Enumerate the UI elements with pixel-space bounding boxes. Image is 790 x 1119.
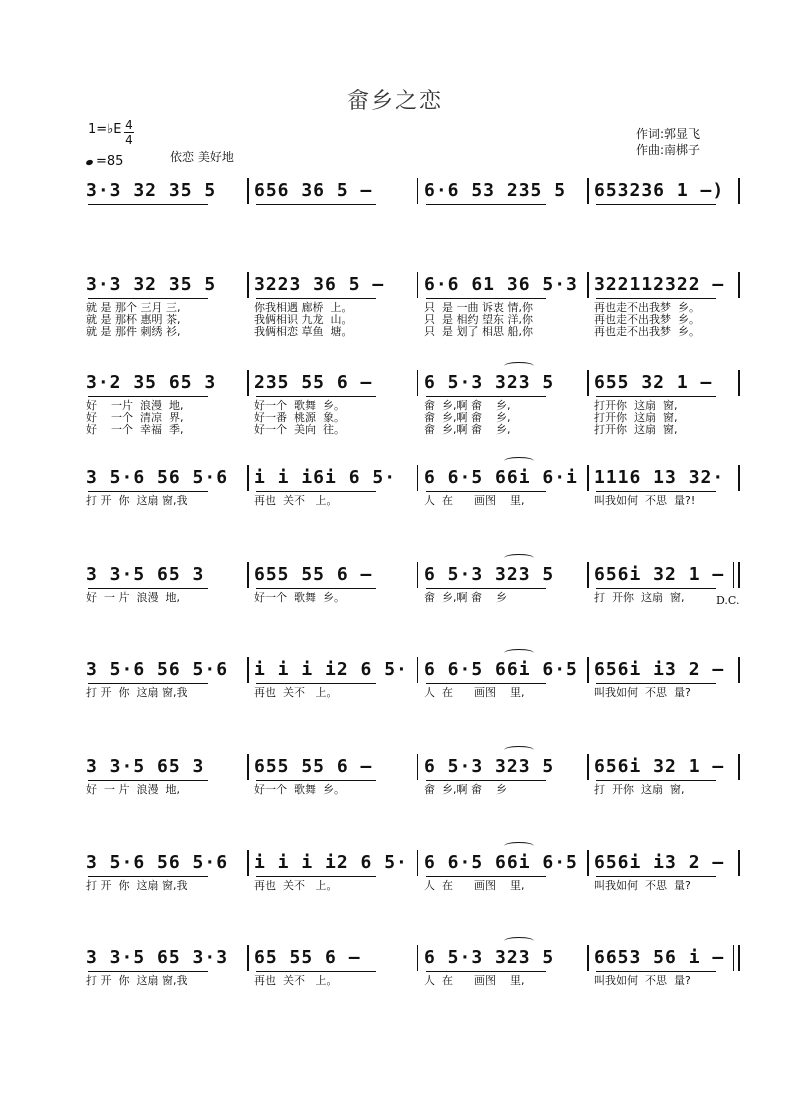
bar-line: [247, 370, 249, 396]
slur-arc: [504, 937, 534, 945]
measure-notes: i i i i2 6 5·: [254, 852, 408, 873]
lyric-text: 人 在 画图 里,: [424, 879, 525, 892]
bar-line: [587, 850, 589, 876]
lyric-text: 你我相遇 廊桥 上。: [254, 301, 353, 314]
bar-line: [247, 657, 249, 683]
measure-notes: 6 6·5 66i 6·i: [424, 467, 578, 488]
measure-notes: 3 3·5 65 3: [86, 756, 205, 777]
bar-line: [247, 754, 249, 780]
measure-notes: 3·3 32 35 5: [86, 274, 217, 295]
score-system: [84, 465, 744, 545]
lyric-text: 好一番 桃源 象。: [254, 411, 345, 424]
quarter-note-icon: [85, 159, 93, 166]
measure-notes: 3·2 35 65 3: [86, 372, 217, 393]
beam-line: [426, 780, 546, 781]
beam-line: [256, 971, 376, 972]
measure-notes: i i i6i 6 5·: [254, 467, 397, 488]
score-system: [84, 850, 744, 930]
lyric-text: 好 一个 幸福 季,: [86, 423, 184, 436]
beam-line: [256, 683, 376, 684]
lyric-text: 打 开 你 这扇 窗,我: [86, 686, 188, 699]
lyric-text: 畲 乡,啊 畲 乡,: [424, 423, 511, 436]
measure-notes: 1116 13 32·: [594, 467, 725, 488]
lyric-text: 好 一 片 浪漫 地,: [86, 783, 180, 796]
measure-notes: 3 3·5 65 3: [86, 564, 205, 585]
bar-line: [738, 850, 740, 876]
lyric-text: 打 开 你 这扇 窗,我: [86, 879, 188, 892]
lyric-text: 再也走不出我梦 乡。: [594, 301, 700, 314]
measure-notes: 6 5·3 323 5: [424, 372, 555, 393]
beam-line: [426, 588, 546, 589]
bar-line: [417, 370, 418, 396]
measure-notes: 3223 36 5 –: [254, 274, 385, 295]
time-signature: [124, 118, 134, 147]
lyric-text: 好 一个 清凉 界,: [86, 411, 184, 424]
lyric-text: 只 是 相约 望东 洋,你: [424, 313, 533, 326]
measure-notes: 235 55 6 –: [254, 372, 373, 393]
beam-line: [88, 588, 208, 589]
beam-line: [256, 396, 376, 397]
lyric-text: 再也走不出我梦 乡。: [594, 325, 700, 338]
bar-line: [417, 945, 418, 971]
lyric-text: 就 是 那件 刺绣 衫,: [86, 325, 181, 338]
bar-line: [417, 850, 418, 876]
score-system: [84, 945, 744, 1025]
slur-arc: [504, 649, 534, 657]
bar-line: [738, 657, 740, 683]
lyric-text: 叫我如何 不思 量?: [594, 879, 691, 892]
score-system: [84, 272, 744, 352]
slur-arc: [504, 554, 534, 562]
bar-line: [247, 945, 249, 971]
bar-line: [738, 370, 740, 396]
beam-line: [88, 683, 208, 684]
score-system: [84, 754, 744, 834]
beam-line: [596, 971, 716, 972]
bar-line: [587, 178, 589, 204]
lyric-text: 我俩相恋 草鱼 塘。: [254, 325, 353, 338]
bar-line: [417, 272, 418, 298]
bar-line: [738, 272, 740, 298]
bar-line: [247, 850, 249, 876]
lyric-text: 好 一 片 浪漫 地,: [86, 591, 180, 604]
bar-line: [587, 465, 589, 491]
measure-notes: 656i i3 2 –: [594, 659, 725, 680]
measure-notes: 3 5·6 56 5·6: [86, 659, 229, 680]
beam-line: [426, 298, 546, 299]
measure-notes: 3 3·5 65 3·3: [86, 947, 229, 968]
measure-notes: 6 5·3 323 5: [424, 947, 555, 968]
beam-line: [596, 298, 716, 299]
lyric-text: 打开你 这扇 窗,: [594, 399, 678, 412]
beam-line: [596, 876, 716, 877]
tempo-text: =85: [96, 154, 124, 169]
lyric-text: 畲 乡,啊 畲 乡,: [424, 411, 511, 424]
lyric-text: 再也 关不 上。: [254, 686, 338, 699]
measure-notes: 3·3 32 35 5: [86, 180, 217, 201]
beam-line: [88, 491, 208, 492]
bar-line: [247, 272, 249, 298]
credits: [636, 126, 700, 158]
beam-line: [88, 876, 208, 877]
measure-notes: 656i 32 1 –: [594, 756, 725, 777]
beam-line: [596, 204, 716, 205]
bar-line: [417, 562, 418, 588]
beam-line: [426, 683, 546, 684]
beam-line: [256, 298, 376, 299]
lyric-text: 就 是 那杯 惠明 茶,: [86, 313, 181, 326]
bar-line: [738, 178, 740, 204]
beam-line: [426, 204, 546, 205]
beam-line: [426, 876, 546, 877]
measure-notes: 3 5·6 56 5·6: [86, 852, 229, 873]
lyric-text: 再也 关不 上。: [254, 879, 338, 892]
slur-arc: [504, 842, 534, 850]
beam-line: [596, 588, 716, 589]
lyric-text: 再也 关不 上。: [254, 494, 338, 507]
lyric-text: 好 一片 浪漫 地,: [86, 399, 184, 412]
tempo-marking: [86, 154, 123, 169]
bar-line: [247, 178, 249, 204]
lyric-text: 打开你 这扇 窗,: [594, 411, 678, 424]
bar-line: [738, 754, 740, 780]
beam-line: [596, 491, 716, 492]
key-signature: [88, 122, 122, 137]
lyric-text: 畲 乡,啊 畲 乡: [424, 783, 507, 796]
beam-line: [256, 876, 376, 877]
slur-arc: [504, 362, 534, 370]
lyric-text: 再也 关不 上。: [254, 974, 338, 987]
slur-arc: [504, 457, 534, 465]
bar-line: [587, 562, 589, 588]
beam-line: [426, 396, 546, 397]
bar-line: [738, 465, 740, 491]
time-top: 4: [125, 118, 133, 132]
final-bar-line: [733, 562, 734, 588]
lyric-text: 就 是 那个 三月 三,: [86, 301, 181, 314]
expression-hint: 依恋 美好地: [170, 150, 234, 164]
measure-notes: 653236 1 –): [594, 180, 725, 201]
measure-notes: 322112322 –: [594, 274, 725, 295]
da-capo-mark: D.C.: [716, 594, 740, 607]
slur-arc: [504, 746, 534, 754]
measure-notes: 65 55 6 –: [254, 947, 361, 968]
lyric-text: 打 开你 这扇 窗,: [594, 591, 685, 604]
beam-line: [596, 396, 716, 397]
lyric-text: 打 开你 这扇 窗,: [594, 783, 685, 796]
composer: 作曲:南梆子: [636, 143, 701, 157]
beam-line: [426, 971, 546, 972]
score-system: [84, 370, 744, 450]
measure-notes: 655 32 1 –: [594, 372, 713, 393]
measure-notes: 655 55 6 –: [254, 564, 373, 585]
beam-line: [596, 780, 716, 781]
bar-line: [247, 562, 249, 588]
beam-line: [88, 396, 208, 397]
measure-notes: 6 5·3 323 5: [424, 564, 555, 585]
lyric-text: 人 在 画图 里,: [424, 686, 525, 699]
beam-line: [256, 491, 376, 492]
bar-line: [247, 465, 249, 491]
score-system: [84, 562, 744, 642]
lyric-text: 好一个 歌舞 乡。: [254, 399, 345, 412]
beam-line: [88, 780, 208, 781]
bar-line: [738, 945, 740, 971]
beam-line: [256, 780, 376, 781]
lyricist: 作词:郭显飞: [636, 127, 701, 141]
lyric-text: 我俩相识 九龙 山。: [254, 313, 353, 326]
lyric-text: 打 开 你 这扇 窗,我: [86, 494, 188, 507]
beam-line: [88, 204, 208, 205]
lyric-text: 叫我如何 不思 量?: [594, 686, 691, 699]
bar-line: [417, 465, 418, 491]
lyric-text: 好一个 歌舞 乡。: [254, 591, 345, 604]
bar-line: [587, 370, 589, 396]
beam-line: [596, 683, 716, 684]
measure-notes: i i i i2 6 5·: [254, 659, 408, 680]
lyric-text: 叫我如何 不思 量?!: [594, 494, 696, 507]
measure-notes: 3 5·6 56 5·6: [86, 467, 229, 488]
measure-notes: 655 55 6 –: [254, 756, 373, 777]
measure-notes: 656i i3 2 –: [594, 852, 725, 873]
beam-line: [256, 204, 376, 205]
measure-notes: 6 6·5 66i 6·5: [424, 659, 578, 680]
lyric-text: 人 在 画图 里,: [424, 494, 525, 507]
lyric-text: 人 在 画图 里,: [424, 974, 525, 987]
lyric-text: 好一个 歌舞 乡。: [254, 783, 345, 796]
measure-notes: 656 36 5 –: [254, 180, 373, 201]
bar-line: [417, 178, 418, 204]
score-system: [84, 178, 744, 258]
lyric-text: 再也走不出我梦 乡。: [594, 313, 700, 326]
beam-line: [426, 491, 546, 492]
lyric-text: 好一个 美向 往。: [254, 423, 345, 436]
bar-line: [417, 657, 418, 683]
time-bottom: 4: [125, 133, 133, 147]
lyric-text: 只 是 一曲 诉衷 情,你: [424, 301, 533, 314]
song-title: 畲乡之恋: [346, 89, 443, 114]
bar-line: [587, 272, 589, 298]
lyric-text: 畲 乡,啊 畲 乡,: [424, 399, 511, 412]
bar-line: [587, 945, 589, 971]
measure-notes: 6·6 61 36 5·3: [424, 274, 578, 295]
bar-line: [738, 562, 740, 588]
lyric-text: 打 开 你 这扇 窗,我: [86, 974, 188, 987]
score-system: [84, 657, 744, 737]
lyric-text: 畲 乡,啊 畲 乡: [424, 591, 507, 604]
lyric-text: 叫我如何 不思 量?: [594, 974, 691, 987]
key-text: 1=♭E: [88, 122, 122, 137]
measure-notes: 6653 56 i –: [594, 947, 725, 968]
measure-notes: 6 6·5 66i 6·5: [424, 852, 578, 873]
measure-notes: 6 5·3 323 5: [424, 756, 555, 777]
measure-notes: 656i 32 1 –: [594, 564, 725, 585]
beam-line: [256, 588, 376, 589]
lyric-text: 只 是 划了 相思 船,你: [424, 325, 533, 338]
measure-notes: 6·6 53 235 5: [424, 180, 567, 201]
beam-line: [88, 971, 208, 972]
bar-line: [587, 657, 589, 683]
final-bar-line: [733, 945, 734, 971]
beam-line: [88, 298, 208, 299]
bar-line: [587, 754, 589, 780]
lyric-text: 打开你 这扇 窗,: [594, 423, 678, 436]
bar-line: [417, 754, 418, 780]
